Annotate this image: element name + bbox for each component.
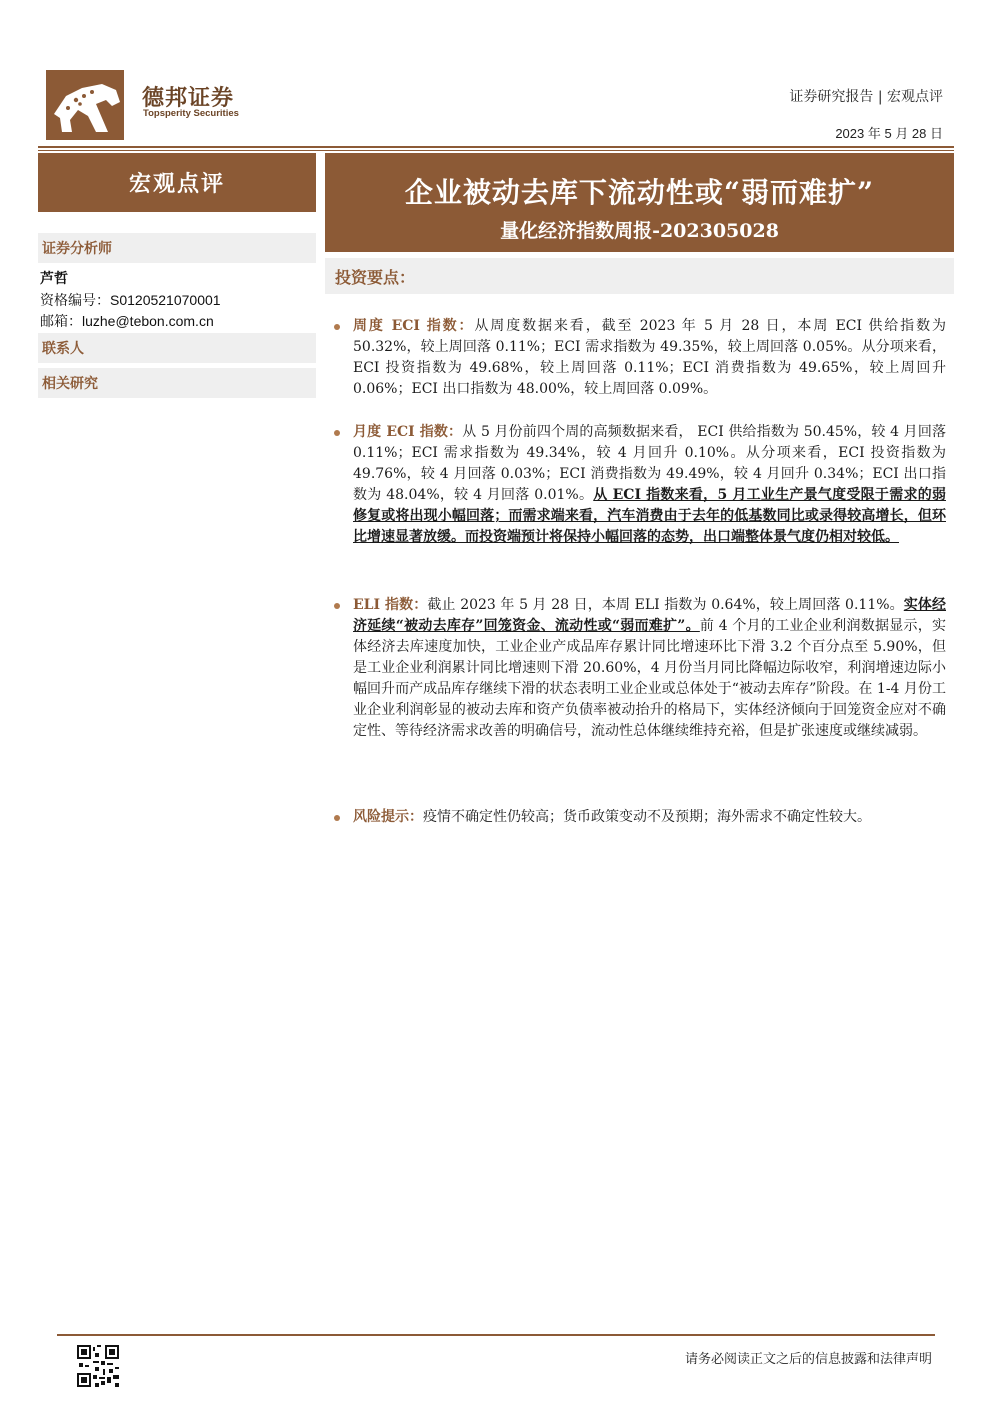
key-point-label: 风险提示： (353, 809, 423, 825)
key-point-text: 从周度数据来看，截至 2023 年 5 月 28 日，本周 ECI 供给指数为 50.32%，较上周回落 0.11%；ECI 需求指数为 49.35%，较上周回落 0.05%。从分项来看，ECI 投资指数为 49.68%，较上周回落 0.11%；ECI 消费指数为 49.65%，较上周回升 0.06%；ECI 出口指数为 48.00%，较上周回落 0.09%。 (353, 318, 946, 397)
report-type-label: 证券研究报告 | 宏观点评 (789, 89, 943, 105)
sidebar-banner (38, 153, 316, 212)
related-research-heading: 相关研究 (38, 368, 316, 398)
key-point-text: 截止 2023 年 5 月 28 日，本周 ELI 指数为 0.64%，较上周回落 0.11%。 (427, 597, 904, 613)
report-date: 2023 年 5 月 28 日 (835, 126, 943, 141)
bullet-dot-icon (334, 603, 340, 609)
key-point-emphasis: 从 ECI 指数来看，5 月工业生产景气度受限于需求的弱修复或将出现小幅回落；而需求端来看，汽车消费由于去年的低基数同比或录得较高增长，但环比增速显著放缓。而投资端预计将保持小幅回落的态势，出口端整体景气度仍相对较低。 (353, 487, 946, 545)
analyst-name: 芦哲 (40, 271, 68, 287)
license-line (40, 290, 221, 310)
key-point-text-continued: 前 4 个月的工业企业利润数据显示，实体经济去库速度加快，工业企业产成品库存累计同比增速环比下滑 3.2 个百分点至 5.90%，但是工业企业利润累计同比增速则下滑 20.60%，4 月份当月同比降幅边际收窄，利润增速边际小幅回升而产成品库存继续下滑的状态表明工业企业或总体处于“被动去库存”阶段。在 1-4 月份工业企业利润彰显的被动去库和资产负债率被动抬升的格局下，实体经济倾向于回笼资金应对不确定性、等待经济需求改善的明确信号，流动性总体继续维持充裕，但是扩张速度或继续减弱。 (353, 618, 946, 739)
key-points-heading: 投资要点： (325, 258, 954, 294)
company-logo-icon (46, 70, 124, 140)
bullet-dot-icon (334, 815, 340, 821)
logo-chinese-name: 德邦证券 (142, 86, 235, 111)
license-label: 资格编号： (40, 293, 110, 309)
contact-heading: 联系人 (38, 333, 316, 363)
key-point-eli (334, 595, 946, 742)
key-point-weekly-eci (334, 316, 946, 400)
key-point-risk (334, 807, 946, 828)
footer-divider (57, 1334, 935, 1336)
header-divider-thin (38, 150, 954, 151)
key-point-text: 疫情不确定性仍较高；货币政策变动不及预期；海外需求不确定性较大。 (423, 809, 871, 825)
logo-english-name: Topsperity Securities (143, 108, 239, 119)
bullet-dot-icon (334, 324, 340, 330)
license-value: S0120521070001 (110, 292, 221, 308)
key-point-text: 从 5 月份前四个周的高频数据来看， ECI 供给指数为 50.45%，较 4 月回落 0.11%；ECI 需求指数为 49.34%，较 4 月回升 0.10%。从分项来看，ECI 投资指数为 49.76%，较 4 月回落 0.03%；ECI 消费指数为 49.49%，较 4 月回升 0.34%；ECI 出口指数为 48.04%，较 4 月回落 0.01%。 (353, 424, 946, 503)
email-line (40, 311, 214, 331)
key-point-label: ELI 指数： (353, 597, 428, 613)
qr-code-icon (77, 1345, 119, 1387)
key-point-label: 周度 ECI 指数： (353, 318, 475, 334)
report-subtitle: 量化经济指数周报-202305028 (500, 220, 779, 242)
sidebar-banner-label: 宏观点评 (128, 171, 225, 197)
header-divider (38, 146, 954, 148)
bullet-dot-icon (334, 430, 340, 436)
legal-disclaimer: 请务必阅读正文之后的信息披露和法律声明 (684, 1352, 932, 1367)
email-link[interactable]: luzhe@tebon.com.cn (82, 313, 214, 329)
key-point-label: 月度 ECI 指数： (353, 424, 463, 440)
key-point-monthly-eci (334, 422, 946, 548)
analyst-heading: 证券分析师 (38, 233, 316, 263)
title-band (325, 153, 954, 252)
email-label: 邮箱： (40, 314, 82, 330)
report-title: 企业被动去库下流动性或“弱而难扩” (404, 176, 875, 209)
key-point-emphasis: 实体经济延续“被动去库存”回笼资金、流动性或“弱而难扩”。 (353, 597, 946, 634)
